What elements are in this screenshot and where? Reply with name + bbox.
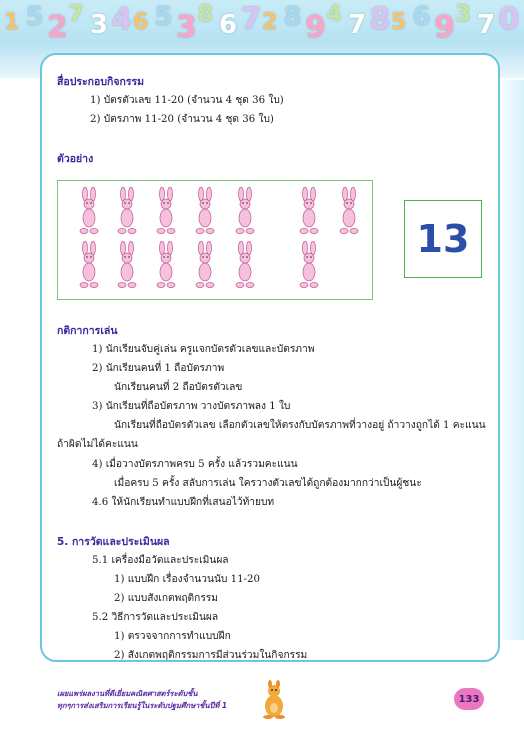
evaluation-line: 2) แบบสังเกตพฤติกรรม [114, 593, 218, 604]
bunny-icon [114, 241, 140, 291]
header-digit: 9 [305, 10, 326, 45]
page-frame [40, 53, 500, 662]
bunny-icon [153, 241, 179, 291]
evaluation-line: 1) ตรวจจากการทำแบบฝึก [114, 631, 231, 642]
activities-item: 2) บัตรภาพ 11-20 (จำนวน 4 ชุด 36 ใบ) [90, 114, 274, 125]
bunny-icon [336, 187, 362, 237]
rule-line: 3) นักเรียนที่ถือบัตรภาพ วางบัตรภาพลง 1 ใบ [92, 401, 291, 412]
header-digit: 2 [47, 10, 68, 45]
header-digit: 1 [4, 10, 20, 35]
rule-line: 4) เมื่อวางบัตรภาพครบ 5 ครั้ง แล้วรวมคะแนน [92, 459, 298, 470]
side-strip [496, 80, 524, 640]
rule-line: ถ้าผิดไม่ได้คะแนน [57, 439, 138, 450]
bunny-icon [296, 241, 322, 291]
bunny-icon [192, 187, 218, 237]
evaluation-line: 5.2 วิธีการวัดและประเมินผล [92, 612, 219, 623]
header-digit: 5 [25, 2, 44, 32]
activities-title: สื่อประกอบกิจกรรม [57, 76, 145, 88]
header-digit: 4 [326, 2, 342, 27]
bunny-icon [296, 187, 322, 237]
bunny-icon [76, 241, 102, 291]
header-digit: 7 [477, 10, 496, 40]
rules-title: กติกาการเล่น [57, 325, 118, 337]
header-digit: 7 [240, 2, 262, 37]
rule-line: เมื่อครบ 5 ครั้ง สลับการเล่น ใครวางตัวเลขได้ถูกต้องมากกว่าเป็นผู้ชนะ [114, 478, 422, 489]
page-number-badge [454, 688, 484, 710]
number-card [404, 200, 482, 278]
page-number: 133 [458, 693, 480, 705]
example-title: ตัวอย่าง [57, 153, 94, 165]
number-card-value: 13 [416, 217, 470, 261]
rule-line: 1) นักเรียนจับคู่เล่น ครูแจกบัตรตัวเลขและบัตรภาพ [92, 344, 315, 355]
bunny-icon [192, 241, 218, 291]
bunny-icon [232, 187, 258, 237]
bunny-icon [232, 241, 258, 291]
bunny-icon [76, 187, 102, 237]
rule-line: นักเรียนที่ถือบัตรตัวเลข เลือกตัวเลขให้ตรงกับบัตรภาพที่วางอยู่ ถ้าวางถูกได้ 1 คะแนน [114, 420, 486, 431]
footer-text-line2: ทุกๆการส่งเสริมการเรียนรู้ในระดับปฐมศึกษาชั้นปีที่ 1 [57, 701, 228, 710]
header-digit: 7 [348, 10, 367, 40]
footer-text-line1: เผยแพร่ผลงานที่ดีเยี่ยมคณิตศาสตร์ระดับชั้น [57, 689, 198, 698]
evaluation-line: 5.1 เครื่องมือวัดและประเมินผล [92, 555, 229, 566]
header-digit: 3 [176, 10, 197, 45]
header-digit: 8 [369, 2, 391, 37]
rule-line: 2) นักเรียนคนที่ 1 ถือบัตรภาพ [92, 363, 225, 374]
header-digit: 7 [68, 2, 84, 27]
header-digit: 6 [412, 2, 431, 32]
evaluation-title: 5. การวัดและประเมินผล [57, 536, 170, 548]
evaluation-line: 1) แบบฝึก เรื่องจำนวนนับ 11-20 [114, 574, 260, 585]
header-digit: 5 [391, 10, 407, 35]
evaluation-line: 2) สังเกตพฤติกรรมการมีส่วนร่วมในกิจกรรม [114, 650, 308, 661]
header-digit: 6 [219, 10, 238, 40]
header-digit: 3 [455, 2, 471, 27]
header-digit: 0 [498, 2, 520, 37]
header-digit: 8 [197, 2, 213, 27]
bunny-icon [153, 187, 179, 237]
header-digit: 6 [133, 10, 149, 35]
header-digit: 3 [90, 10, 109, 40]
rule-line: 4.6 ให้นักเรียนทำแบบฝึกที่เสนอไว้ท้ายบท [92, 497, 275, 508]
bunny-icon [114, 187, 140, 237]
header-digit: 5 [154, 2, 173, 32]
header-digit: 8 [283, 2, 302, 32]
header-digit: 9 [434, 10, 455, 45]
activities-item: 1) บัตรตัวเลข 11-20 (จำนวน 4 ชุด 36 ใบ) [90, 95, 284, 106]
bunny-picture-card [57, 180, 373, 300]
header-digit: 2 [262, 10, 278, 35]
header-digit: 4 [111, 2, 133, 37]
rule-line: นักเรียนคนที่ 2 ถือบัตรตัวเลข [114, 382, 243, 393]
kangaroo-mascot-icon [258, 680, 290, 720]
